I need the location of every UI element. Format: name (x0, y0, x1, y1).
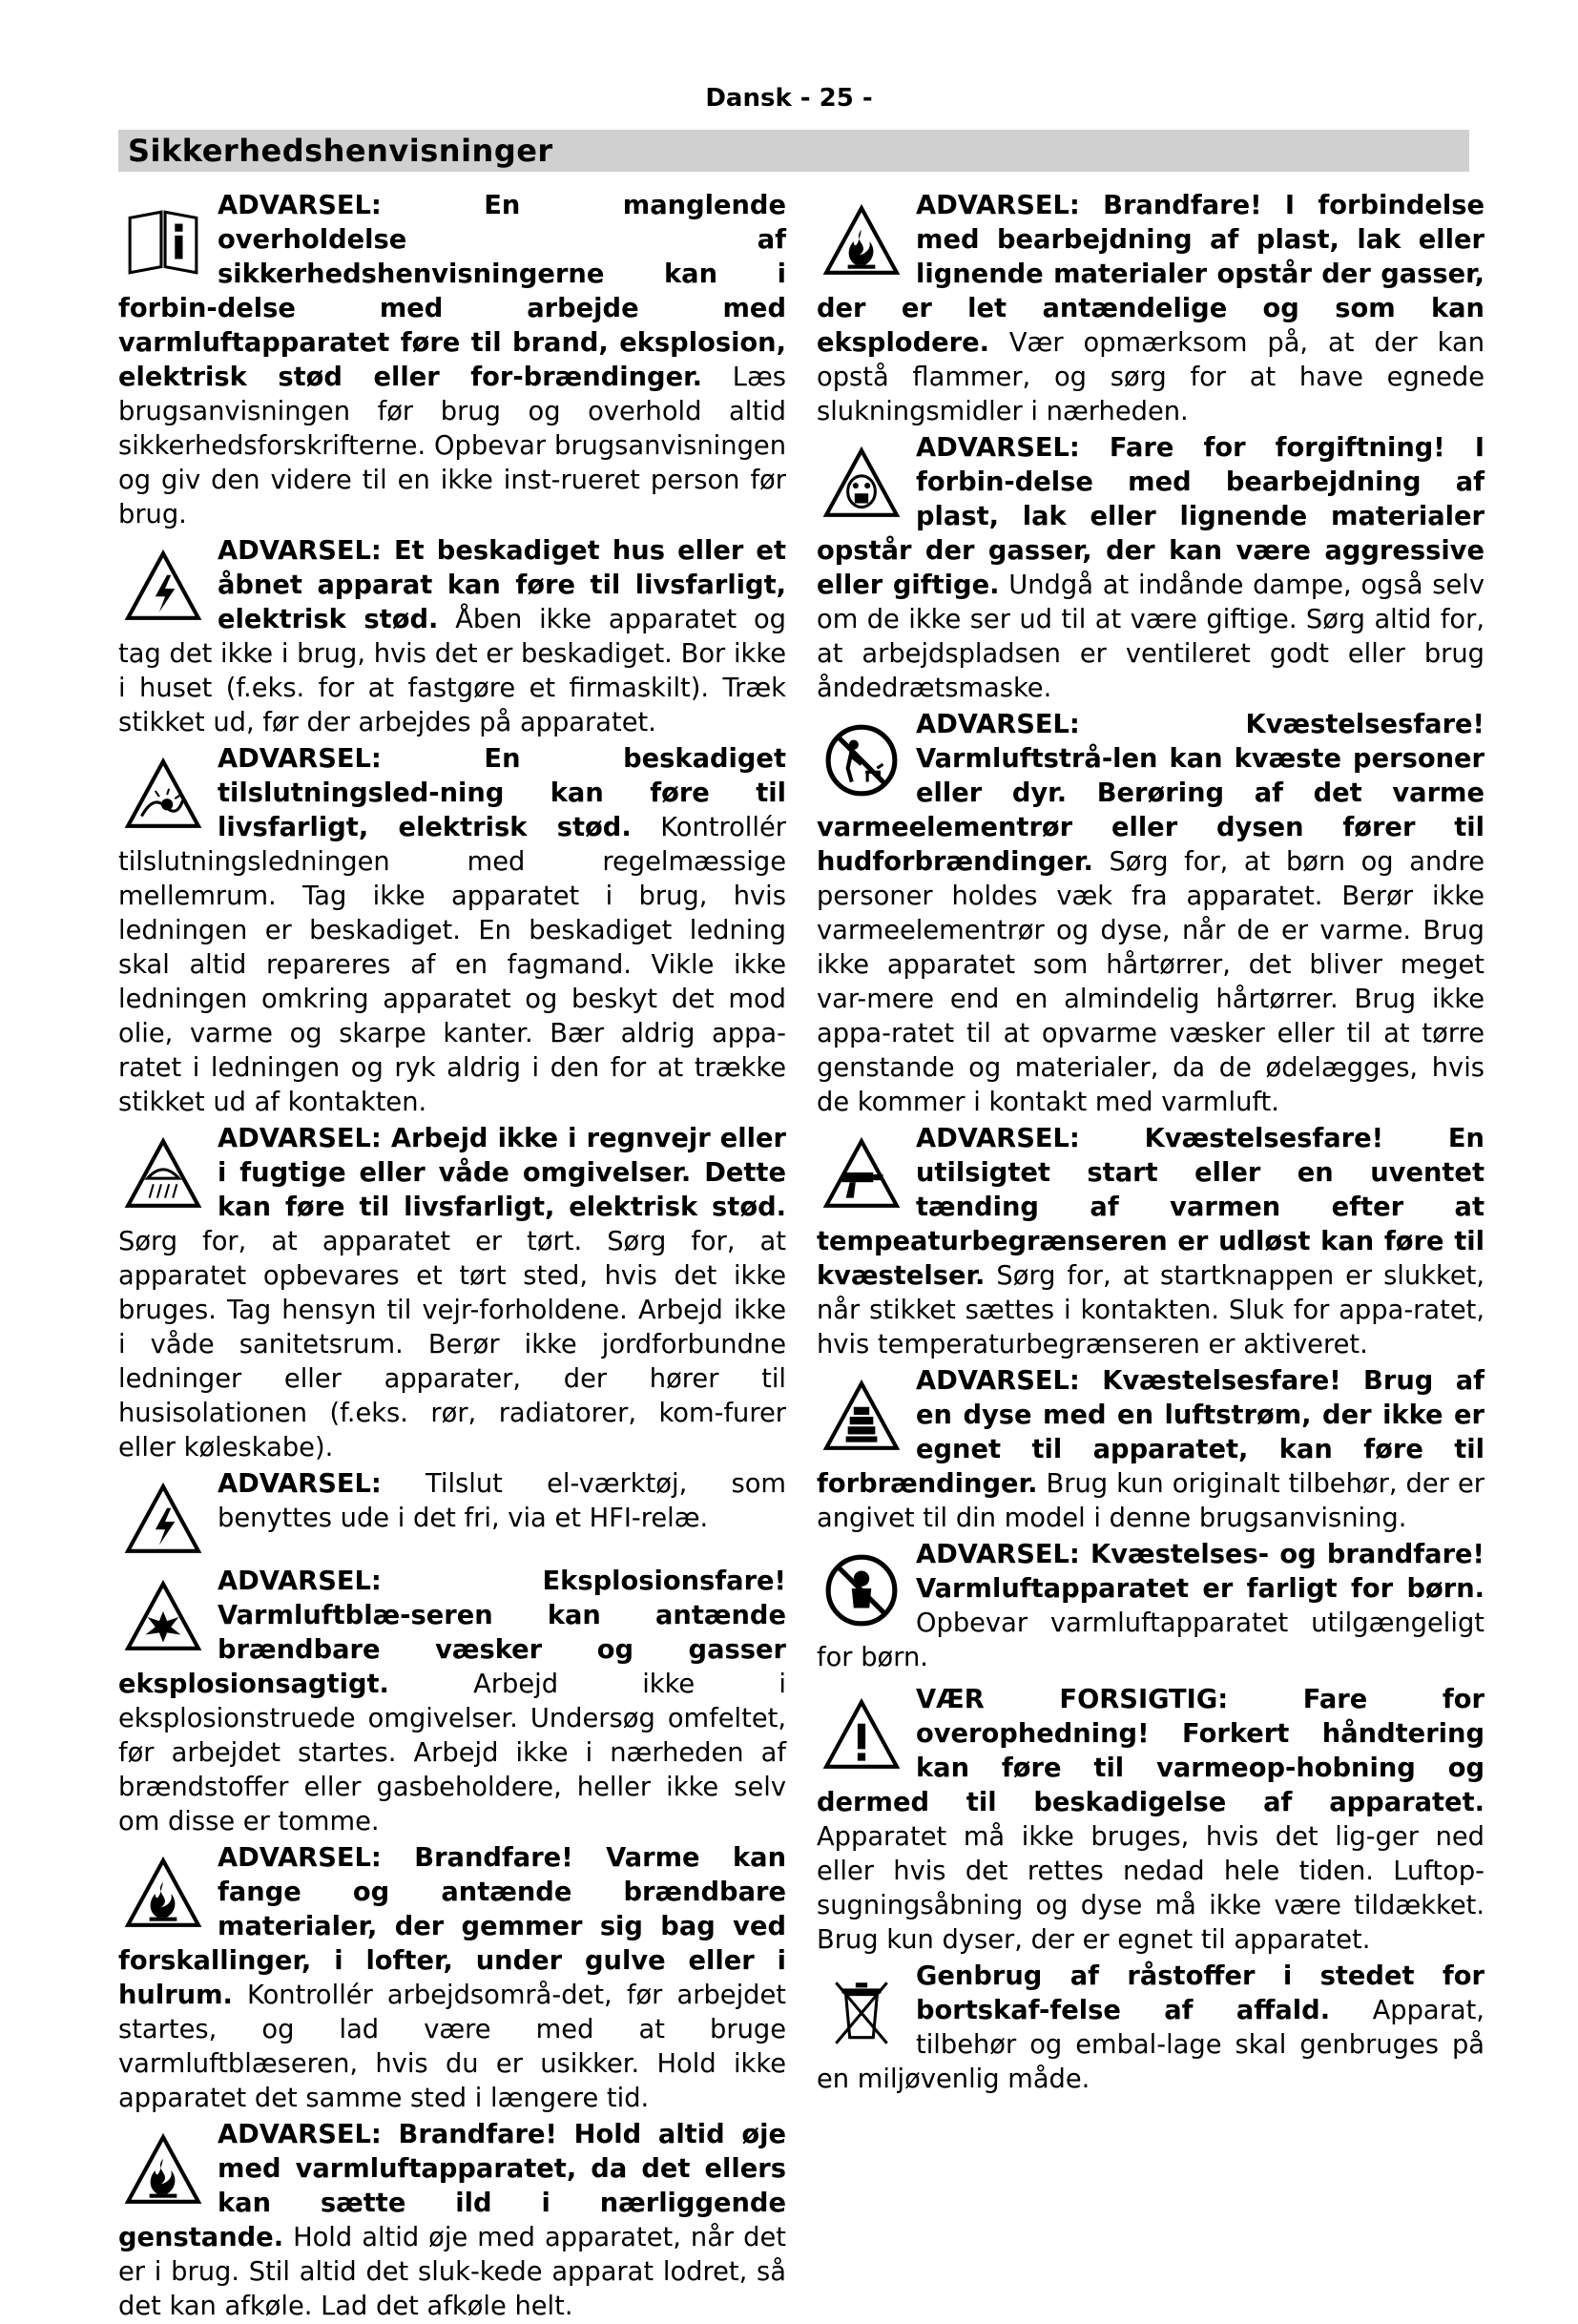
warning-title: ADVARSEL: Brandfare! Varme kan fange og antænde brændbare materialer, der gemmer sig bag ved forskallinger, i lofter, under gulve eller i hulrum. (118, 1843, 786, 2010)
warning-title: ADVARSEL: Et beskadiget hus eller et åbnet apparat kan føre til livsfarligt, elektrisk stød. (218, 536, 786, 634)
crossed-bin-icon (817, 1967, 906, 2057)
warning-title: ADVARSEL: Kvæstelsesfare! En utilsigtet start eller en uventet tænding af varmen efter at tempeaturbegrænseren er udløst kan føre til kvæstelser. (817, 1124, 1485, 1291)
warning-text: Åben ikke apparatet og tag det ikke i brug, hvis det er beskadiget. Bor ikke i huset (f.eks. for at fastgøre et firmaskilt). Træk stikket ud, før der arbejdes på apparatet. (118, 605, 786, 737)
warning-block (817, 1122, 1485, 1362)
right-column (817, 189, 1485, 2097)
warning-text: Kontrollér tilslutningsledningen med regelmæssige mellemrum. Tag ikke apparatet i brug, hvis ledningen er beskadiget. En beskadiget ledning skal altid repareres af en fagmand. Vikle ikke ledningen omkring apparatet og beskyt det mod olie, varme og skarpe kanter. Bær aldrig appa-ratet i ledningen og ryk aldrig i den for at trække stikket ud af kontakten. (118, 813, 786, 1117)
warning-text: Apparat, tilbehør og embal-lage skal genbruges på en miljøvenlig måde. (817, 1996, 1485, 2094)
warning-text: Sørg for, at startknappen er slukket, når stikket sættes i kontakten. Sluk for appa-ratet, hvis temperaturbegrænseren er aktiveret. (817, 1261, 1485, 1359)
warning-text: Sørg for, at apparatet er tørt. Sørg for, at apparatet opbevares et tørt sted, hvis det ikke bruges. Tag hensyn til vejr-forholdene. Arbejd ikke i våde sanitetsrum. Berør ikke jordforbundne ledninger eller apparater, der hører til husisolationen (f.eks. rør, radiatorer, kom-furer eller køleskabe). (118, 1227, 786, 1463)
warning-block (118, 1565, 786, 1839)
warning-title: ADVARSEL: Kvæstelsesfare! Brug af en dyse med en luftstrøm, der ikke er egnet til apparatet, kan føre til forbrændinger. (817, 1366, 1485, 1499)
warning-title: ADVARSEL: En manglende overholdelse af sikkerhedshenvisningerne kan i forbin-delse med arbejde med varmluftapparatet føre til brand, eksplosion, elektrisk stød eller for-brændinger. (118, 191, 786, 392)
left-column (118, 189, 786, 2324)
warning-block (817, 1683, 1485, 1958)
warning-text: Arbejd ikke i eksplosionstruede omgivelser. Undersøg omfeltet, før arbejdet startes. Arbejd ikke i nærheden af brændstoffer eller gasbeholdere, heller ikke selv om disse er tomme. (118, 1670, 786, 1836)
warning-title: ADVARSEL: Kvæstelses- og brandfare! Varmluftapparatet er farligt for børn. (916, 1540, 1485, 1604)
fire-warning-icon (118, 2126, 208, 2215)
warning-block (817, 189, 1485, 429)
no-children-icon (817, 1546, 906, 1635)
warning-block (817, 1538, 1485, 1675)
warning-block (118, 742, 786, 1120)
warning-text: Brug kun originalt tilbehør, der er angivet til din model i denne brugsanvisning. (817, 1469, 1485, 1533)
warning-title: Genbrug af råstoffer i stedet for bortskaf-felse af affald. (916, 1961, 1485, 2025)
page-header: Dansk - 25 - (705, 84, 873, 113)
electric-shock-warning-icon (118, 542, 208, 632)
warning-title: ADVARSEL: Kvæstelsesfare! Varmluftstrå-len kan kvæste personer eller dyr. Berøring af det varme varmeelementrør eller dysen fører til hudforbrændinger. (817, 710, 1485, 877)
warning-text: Kontrollér arbejdsområ-det, før arbejdet startes, og lad være med at bruge varmluftblæseren, hvis du er usikker. Hold ikke apparatet det samme sted i længere tid. (118, 1981, 786, 2113)
warning-block (817, 1364, 1485, 1536)
warning-block (817, 431, 1485, 706)
warning-block (118, 1841, 786, 2116)
warning-text: Sørg for, at børn og andre personer holdes væk fra apparatet. Berør ikke varmeelementrør og dyse, når de er varme. Brug ikke apparatet som hårtørrer, det bliver meget var-mere end en almindelig hårtørrer. Brug ikke appa-ratet til at opvarme væsker eller til at tørre genstande og materialer, da de ødelægges, hvis de kommer i kontakt med varmluft. (817, 847, 1485, 1117)
electric-shock-warning-icon (118, 1475, 208, 1565)
warning-title: ADVARSEL: Brandfare! Hold altid øje med varmluftapparatet, da det ellers kan sætte ild i nærliggende genstande. (118, 2120, 786, 2252)
warning-block (118, 1122, 786, 1465)
warning-block (118, 534, 786, 740)
caution-exclamation-icon (817, 1691, 906, 1780)
warning-title: ADVARSEL: Fare for forgiftning! I forbin-delse med bearbejdning af plast, lak eller lignende materialer opstår der gasser, der kan være aggressive eller giftige. (817, 433, 1485, 600)
warning-block (817, 708, 1485, 1120)
heat-gun-warning-icon (817, 1130, 906, 1219)
warning-text: Vær opmærksom på, at der kan opstå flammer, og sørg for at have egnede slukningsmidler i nærheden. (817, 328, 1485, 426)
fire-warning-icon (817, 197, 906, 286)
warning-block (817, 1960, 1485, 2097)
warning-title: ADVARSEL: Eksplosionsfare! Varmluftblæ-seren kan antænde brændbare væsker og gasser eksplosionsagtigt. (118, 1567, 786, 1699)
warning-text: Læs brugsanvisningen før brug og overhold altid sikkerhedsforskrifterne. Opbevar brugsanvisningen og giv den videre til en ikke inst-rueret person før brug. (118, 363, 786, 529)
warning-block (118, 2118, 786, 2324)
fire-warning-icon (118, 1849, 208, 1939)
damaged-cable-warning-icon (118, 750, 208, 840)
nozzle-warning-icon (817, 1372, 906, 1462)
warning-text: Hold altid øje med apparatet, når det er i brug. Stil altid det sluk-kede apparat lodret, så det kan afkøle. Lad det afkøle helt. (118, 2223, 786, 2321)
warning-title: ADVARSEL: En beskadiget tilslutningsled-ning kan føre til livsfarligt, elektrisk stød. (218, 744, 786, 842)
rain-warning-icon (118, 1130, 208, 1219)
warning-text: Opbevar varmluftapparatet utilgængeligt for børn. (817, 1608, 1485, 1672)
warning-text: Tilslut el-værktøj, som benyttes ude i det fri, via et HFI-relæ. (218, 1469, 786, 1533)
explosion-warning-icon (118, 1572, 208, 1662)
warning-text: Undgå at indånde dampe, også selv om de ikke ser ud til at være giftige. Sørg altid for, at arbejdspladsen er ventileret godt eller brug åndedrætsmaske. (817, 571, 1485, 703)
warning-title: ADVARSEL: Brandfare! I forbindelse med bearbejdning af plast, lak eller lignende materialer opstår der gasser, der er let antændelige og som kan eksplodere. (817, 191, 1485, 358)
warning-text: Apparatet må ikke bruges, hvis det lig-ger ned eller hvis det rettes nedad hele tiden. Luftop-sugningsåbning og dyse må ikke være tildækket. Brug kun dyser, der er egnet til apparatet. (817, 1822, 1485, 1955)
section-title: Sikkerhedshenvisninger (118, 130, 1469, 172)
warning-title: VÆR FORSIGTIG: Fare for overophedning! Forkert håndtering kan føre til varmeop-hobning og dermed til beskadigelse af apparatet. (817, 1685, 1485, 1817)
info-book-icon (118, 197, 208, 286)
no-people-animals-icon (817, 716, 906, 805)
warning-block (118, 1467, 786, 1536)
warning-title: ADVARSEL: (218, 1469, 382, 1499)
warning-title: ADVARSEL: Arbejd ikke i regnvejr eller i fugtige eller våde omgivelser. Dette kan føre til livsfarligt, elektrisk stød. (218, 1124, 786, 1222)
respirator-warning-icon (817, 439, 906, 529)
warning-block (118, 189, 786, 532)
